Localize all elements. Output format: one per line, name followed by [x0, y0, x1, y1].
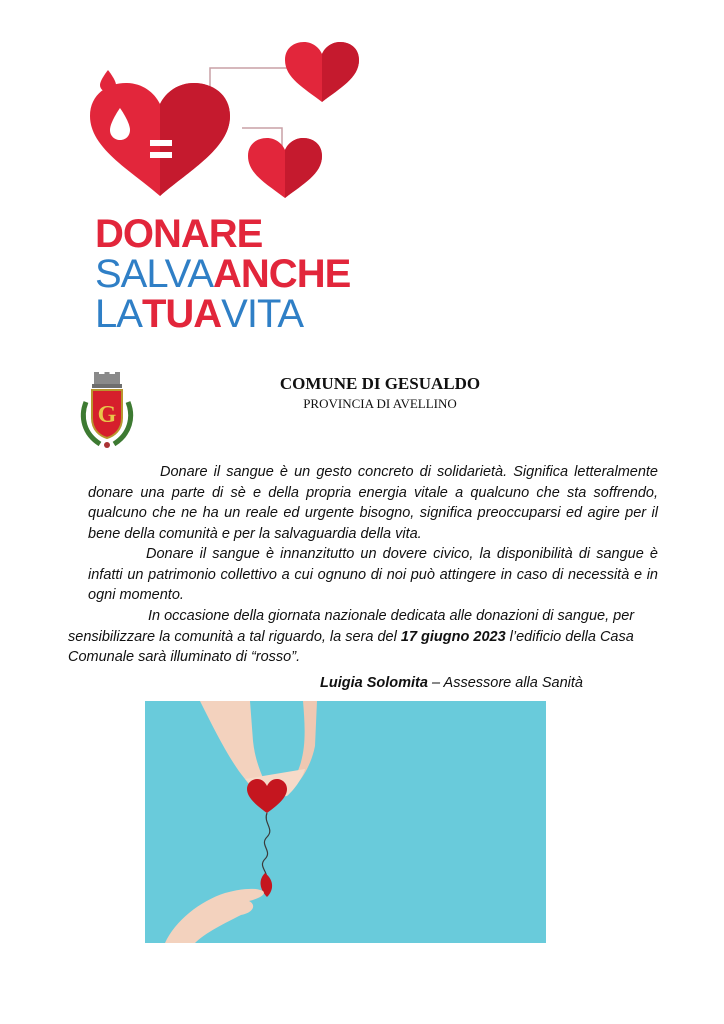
hands-heart-photo: [145, 701, 546, 943]
logo-slogan: [95, 214, 350, 334]
paragraph-2: Donare il sangue è innanzitutto un dovere civico, la disponibilità di sangue è infatti un patrimonio collettivo a cui ognuno di noi può attingere in caso di necessità e in ogni momento.: [88, 546, 658, 603]
signature-name: Luigia Solomita: [320, 675, 428, 691]
municipal-crest-icon: [78, 372, 136, 450]
paragraph-3: In occasione della giornata nazionale dedicata alle donazioni di sangue, per sensibilizzare la comunità a tal riguardo, la sera del 17 giugno 2023 l’edificio della Casa Comunale sarà illuminato di “rosso”.: [68, 608, 635, 665]
svg-text:G: G: [97, 402, 117, 428]
provincia-subtitle: PROVINCIA DI AVELLINO: [303, 396, 457, 411]
comune-title: COMUNE DI GESUALDO: [279, 374, 481, 393]
document-header: [140, 374, 620, 412]
signature-role: – Assessore alla Sanità: [427, 675, 583, 691]
paragraph-1: Donare il sangue è un gesto concreto di solidarietà. Significa letteralmente donare una parte di sè e della propria energia vitale a qualcuno che sta soffrendo, qualcuno che ne ha un reale ed urgente bisogno, significa preoccuparsi ed agire per il bene della comunità e per la salvaguardia della vita.: [88, 464, 658, 542]
slogan-line-1: DONARE: [95, 212, 263, 256]
signature: [320, 675, 583, 691]
event-date: 17 giugno 2023: [400, 628, 506, 645]
slogan-line-3: LATUAVITA: [95, 292, 304, 336]
slogan-line-2: SALVAANCHE: [95, 252, 351, 296]
